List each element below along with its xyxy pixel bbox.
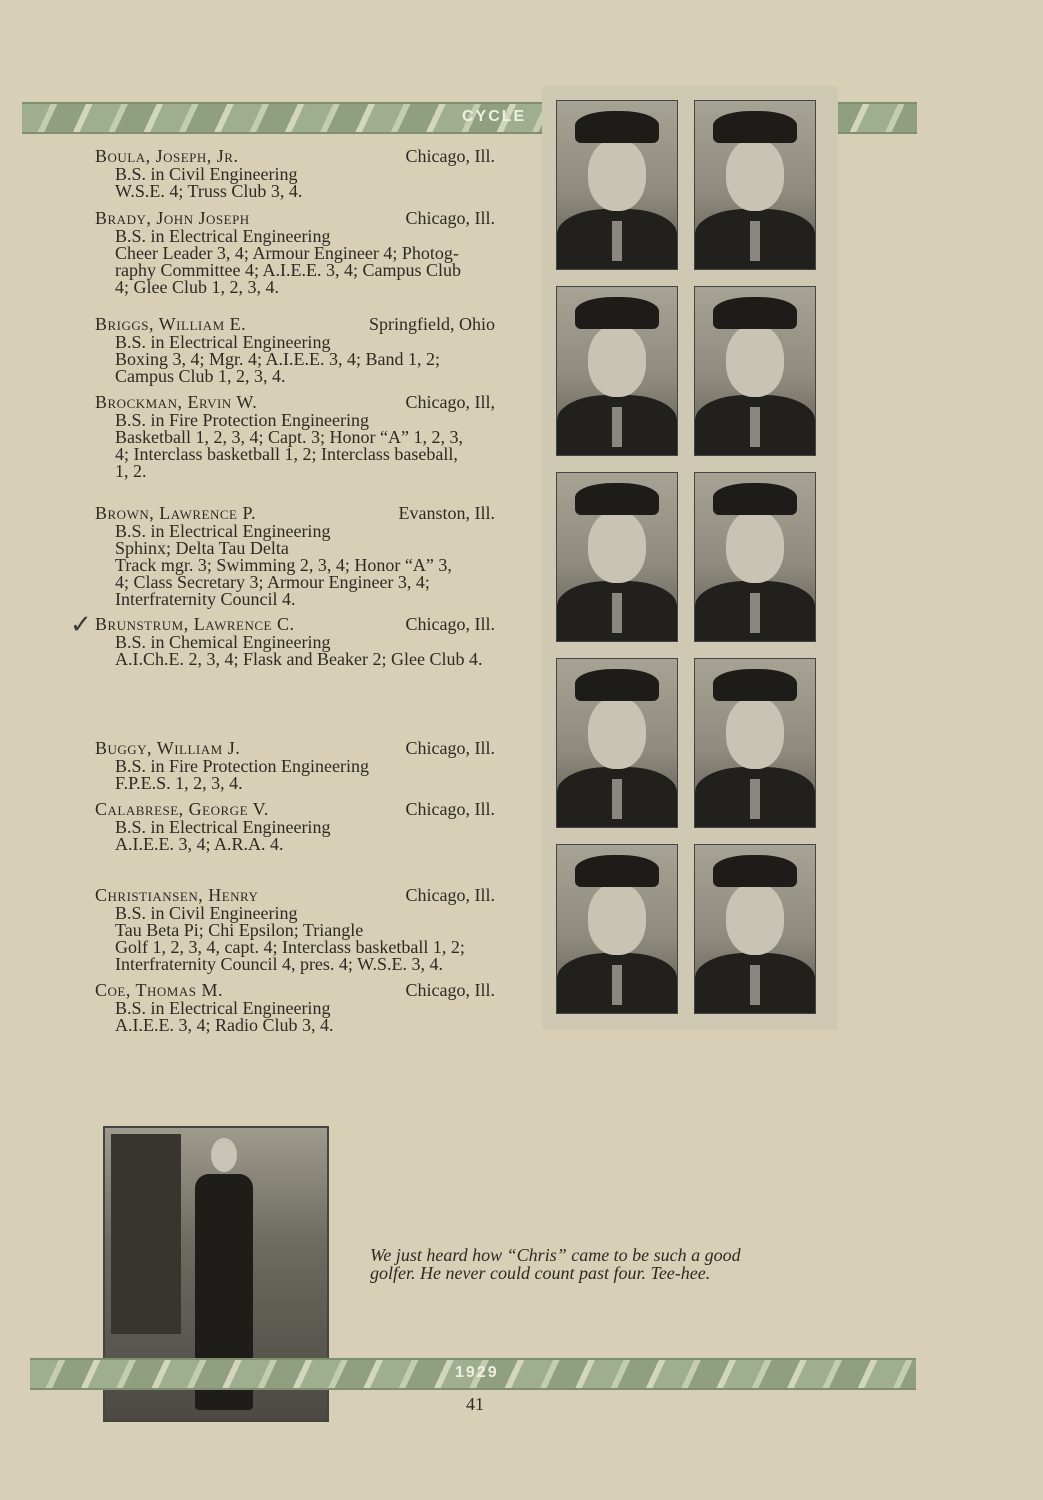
entry-name: Brady, John Joseph [95, 208, 250, 228]
entry-line: Cheer Leader 3, 4; Armour Engineer 4; Photog- [115, 243, 459, 263]
entry-line: B.S. in Electrical Engineering [115, 817, 331, 837]
portrait-photo [556, 286, 678, 456]
entry-line: 1, 2. [115, 461, 147, 481]
entry-line: Campus Club 1, 2, 3, 4. [115, 366, 286, 386]
entry-line: B.S. in Civil Engineering [115, 164, 298, 184]
portrait-photo [556, 472, 678, 642]
entry-line: Track mgr. 3; Swimming 2, 3, 4; Honor “A” 3, [115, 555, 452, 575]
portrait-photo [556, 844, 678, 1014]
entry-city: Evanston, Ill. [398, 503, 495, 523]
entry-line: 4; Class Secretary 3; Armour Engineer 3, 4; [115, 572, 430, 592]
entry-name: Briggs, William E. [95, 314, 247, 334]
entry-briggs [95, 316, 495, 385]
entry-name: Calabrese, George V. [95, 799, 269, 819]
portrait-photo [556, 100, 678, 270]
portrait-photo [694, 286, 816, 456]
entry-line: Interfraternity Council 4, pres. 4; W.S.E. 3, 4. [115, 954, 443, 974]
portrait-photo [694, 844, 816, 1014]
entry-line: B.S. in Chemical Engineering [115, 632, 331, 652]
entry-name: Christiansen, Henry [95, 885, 259, 905]
footer-band [30, 1358, 916, 1390]
entry-line: 4; Interclass basketball 1, 2; Interclass baseball, [115, 444, 458, 464]
entry-line: Interfraternity Council 4. [115, 589, 296, 609]
entry-city: Chicago, Ill. [405, 208, 495, 228]
entry-line: Tau Beta Pi; Chi Epsilon; Triangle [115, 920, 364, 940]
entry-city: Chicago, Ill. [405, 980, 495, 1000]
entry-line: Sphinx; Delta Tau Delta [115, 538, 289, 558]
entry-city: Chicago, Ill. [405, 614, 495, 634]
entry-city: Chicago, Ill. [405, 738, 495, 758]
entry-christiansen [95, 887, 495, 973]
entry-line: B.S. in Electrical Engineering [115, 226, 331, 246]
entry-line: B.S. in Electrical Engineering [115, 998, 331, 1018]
entry-name: Brown, Lawrence P. [95, 503, 256, 523]
photo-caption: We just heard how “Chris” came to be such a good golfer. He never could count past four. Tee-hee. [370, 1245, 741, 1283]
entry-city: Springfield, Ohio [369, 314, 495, 334]
check-mark: ✓ [70, 610, 92, 640]
entry-line: Golf 1, 2, 3, 4, capt. 4; Interclass basketball 1, 2; [115, 937, 465, 957]
entry-brunstrum [95, 616, 495, 668]
entry-line: B.S. in Fire Protection Engineering [115, 756, 369, 776]
entry-brockman [95, 394, 495, 480]
portrait-photo [694, 472, 816, 642]
entry-name: Boula, Joseph, Jr. [95, 146, 239, 166]
entry-coe [95, 982, 495, 1034]
page-number: 41 [466, 1394, 484, 1414]
entry-line: A.I.E.E. 3, 4; Radio Club 3, 4. [115, 1015, 334, 1035]
entry-city: Chicago, Ill. [405, 885, 495, 905]
entry-brown [95, 505, 495, 608]
entry-line: Boxing 3, 4; Mgr. 4; A.I.E.E. 3, 4; Band 1, 2; [115, 349, 441, 369]
entry-city: Chicago, Ill. [405, 799, 495, 819]
entry-city: Chicago, Ill. [405, 146, 495, 166]
footer-band-label: 1929 [455, 1364, 499, 1381]
portrait-photo [694, 100, 816, 270]
entry-line: B.S. in Electrical Engineering [115, 332, 331, 352]
entry-buggy [95, 740, 495, 792]
entry-calabrese [95, 801, 495, 853]
entry-line: W.S.E. 4; Truss Club 3, 4. [115, 181, 303, 201]
entry-line: A.I.Ch.E. 2, 3, 4; Flask and Beaker 2; Glee Club 4. [115, 649, 483, 669]
entry-name: Coe, Thomas M. [95, 980, 223, 1000]
portrait-panel [542, 86, 838, 1030]
entry-brady [95, 210, 495, 296]
entry-line: raphy Committee 4; A.I.E.E. 3, 4; Campus Club [115, 260, 461, 280]
entry-line: Basketball 1, 2, 3, 4; Capt. 3; Honor “A” 1, 2, 3, [115, 427, 463, 447]
header-band-label: CYCLE [462, 108, 527, 125]
entry-line: A.I.E.E. 3, 4; A.R.A. 4. [115, 834, 284, 854]
portrait-photo [694, 658, 816, 828]
entry-line: 4; Glee Club 1, 2, 3, 4. [115, 277, 279, 297]
entry-line: B.S. in Electrical Engineering [115, 521, 331, 541]
entry-city: Chicago, Ill, [405, 392, 495, 412]
entry-line: B.S. in Fire Protection Engineering [115, 410, 369, 430]
entry-boula [95, 148, 495, 200]
entry-name: Brockman, Ervin W. [95, 392, 258, 412]
entry-name: Buggy, William J. [95, 738, 241, 758]
entry-line: B.S. in Civil Engineering [115, 903, 298, 923]
entry-line: F.P.E.S. 1, 2, 3, 4. [115, 773, 243, 793]
entry-name: Brunstrum, Lawrence C. [95, 614, 295, 634]
portrait-photo [556, 658, 678, 828]
